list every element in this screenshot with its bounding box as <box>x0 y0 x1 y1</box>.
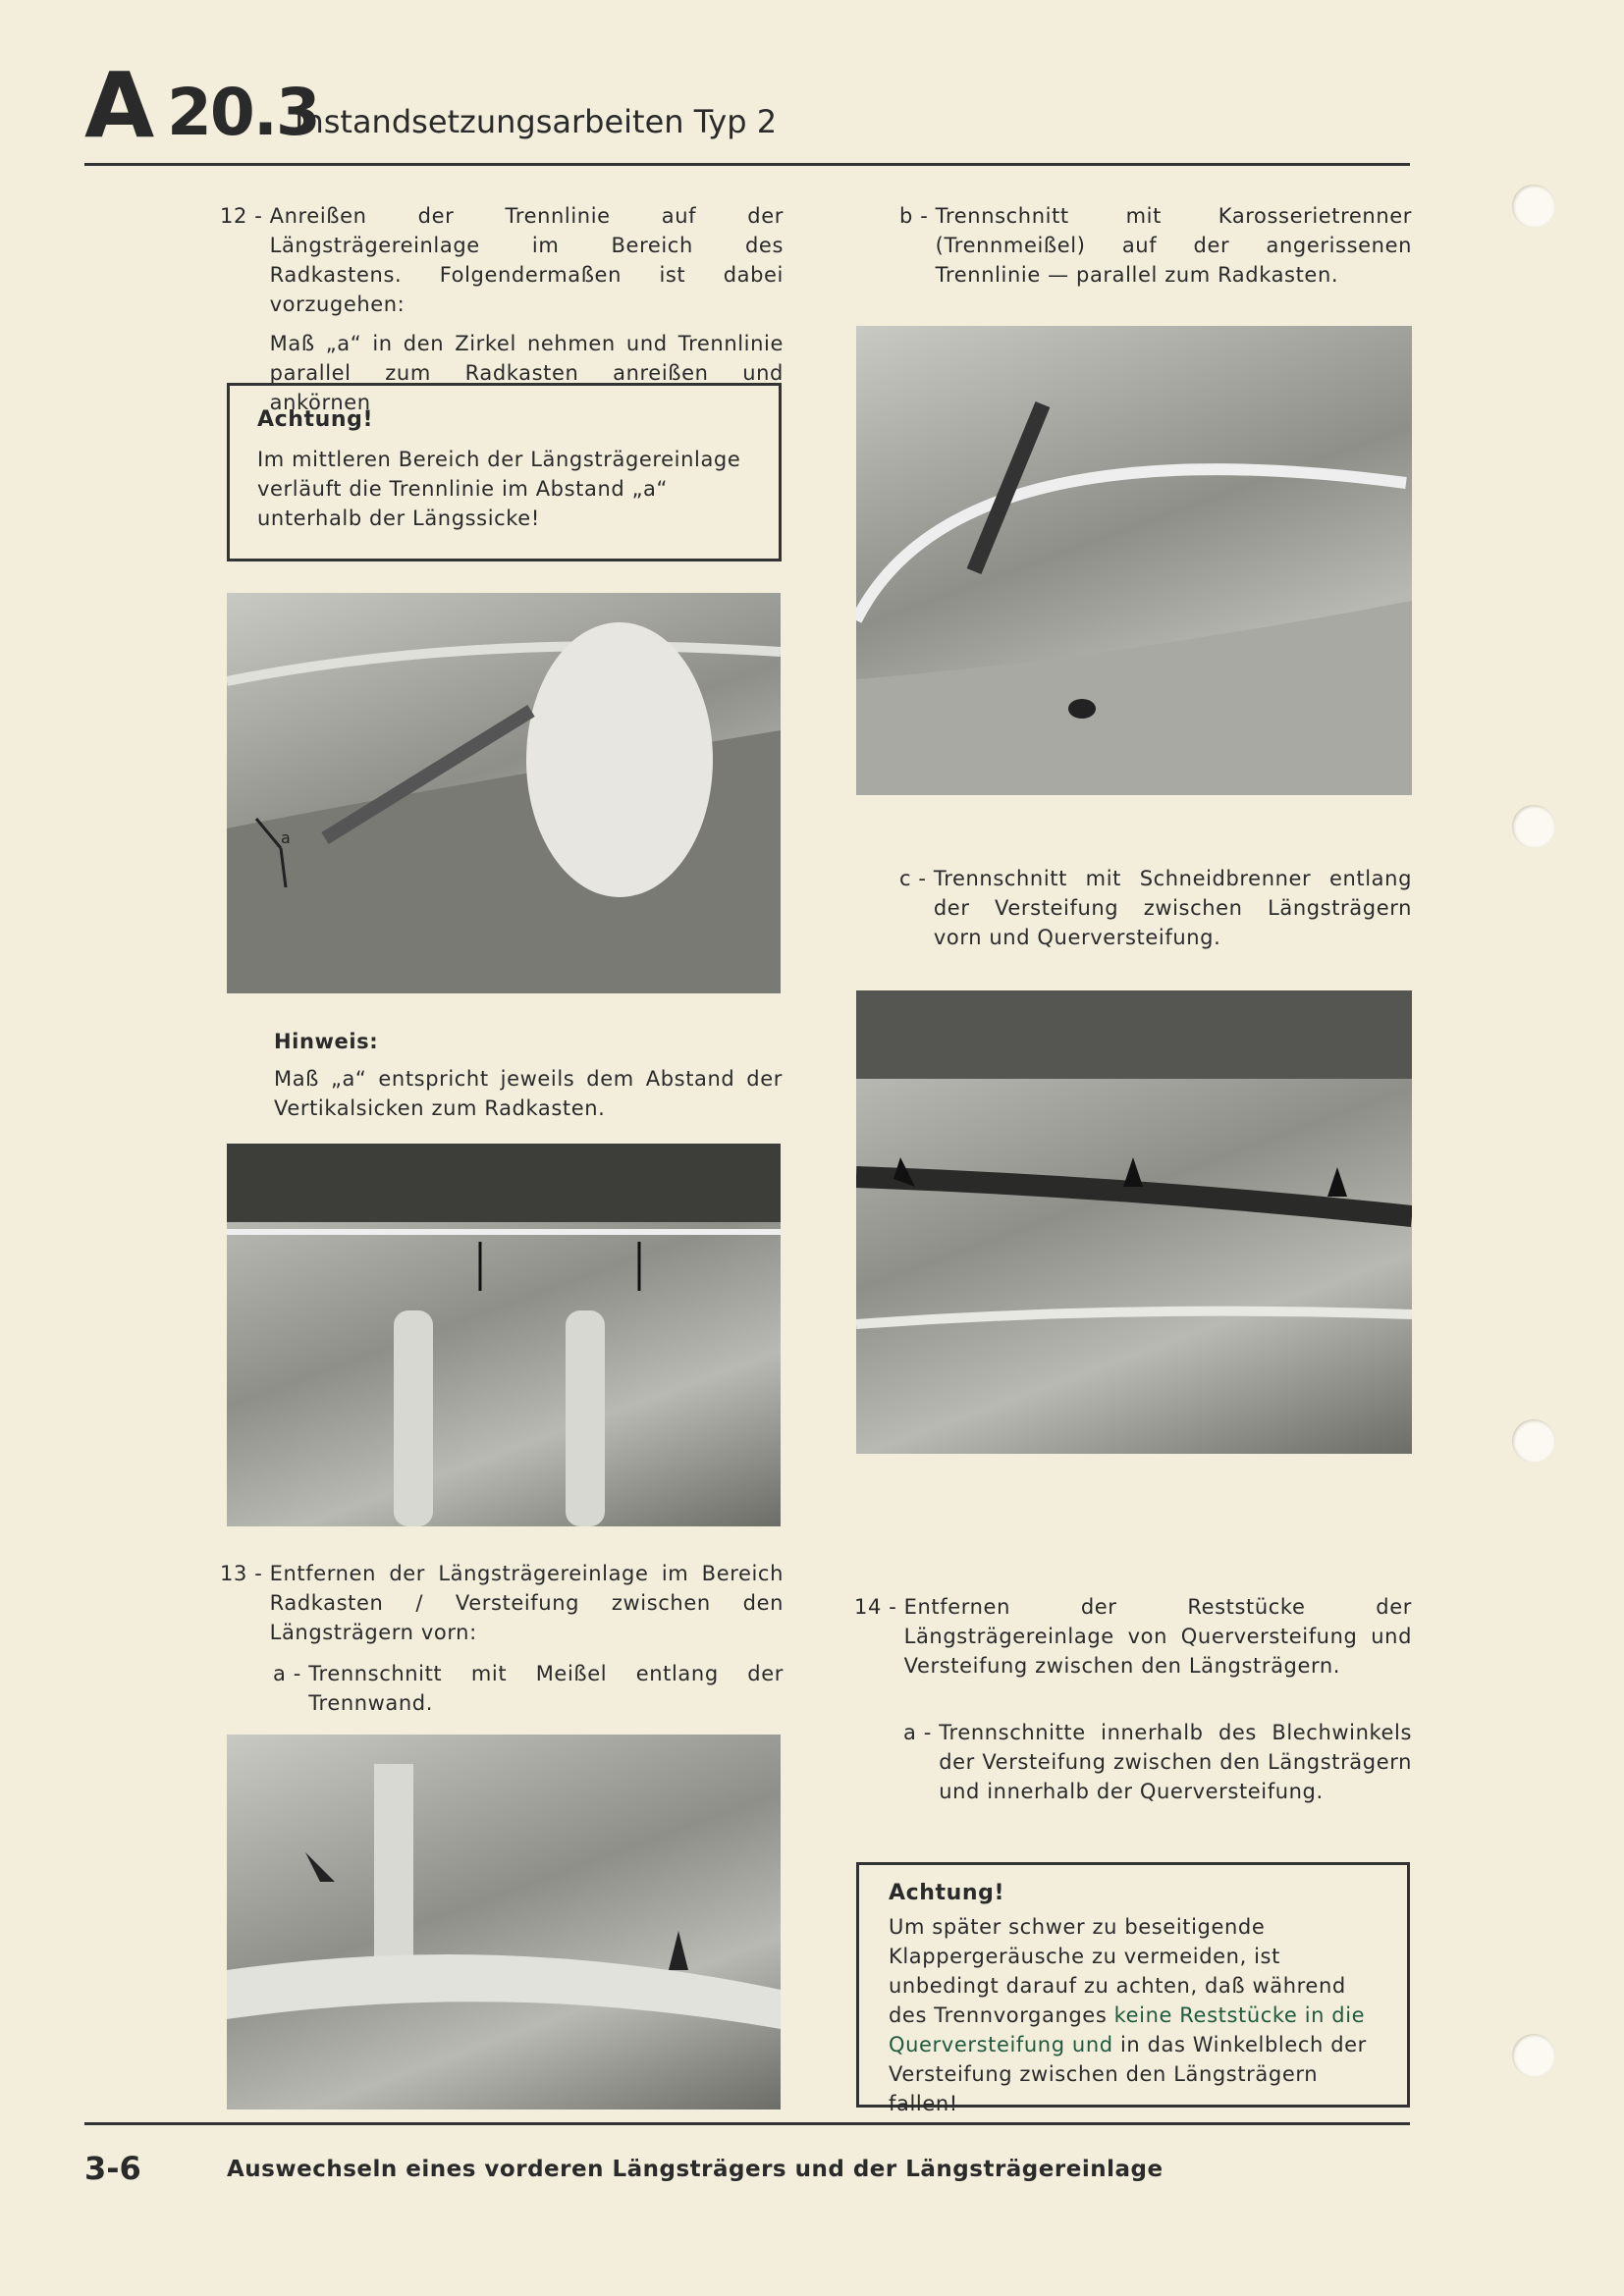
step-subtext: Maß „a“ in den Zirkel nehmen und Trennlinie parallel zum Radkasten anreißen und ankörnen <box>269 332 784 414</box>
step-number: 12 - <box>220 204 270 228</box>
section-number: 20.3 <box>167 75 319 150</box>
step-letter: c - <box>899 867 934 890</box>
step-c <box>899 864 1412 952</box>
punch-hole <box>1512 2034 1555 2077</box>
page-number: 3-6 <box>84 2150 141 2187</box>
step-text: Trennschnitt mit Karosserietrenner (Trennmeißel) auf der angerissenen Trennlinie — parallel zum Radkasten. <box>935 204 1412 287</box>
punch-hole <box>1512 185 1555 228</box>
header-divider <box>84 163 1410 166</box>
dimension-label: a <box>281 828 291 847</box>
warning-text: Im mittleren Bereich der Längsträgereinlage verläuft die Trennlinie im Abstand „a“ unterhalb der Längssicke! <box>257 448 741 530</box>
step-letter: a - <box>903 1721 940 1744</box>
photo-flame-cut <box>856 990 1412 1454</box>
warning-title: Achtung! <box>257 407 374 432</box>
punch-hole <box>1512 805 1555 848</box>
step-number: 13 - <box>220 1562 270 1585</box>
note-text: Maß „a“ entspricht jeweils dem Abstand der Vertikalsicken zum Radkasten. <box>274 1067 783 1120</box>
footer-divider <box>84 2122 1410 2125</box>
warning-text: Um später schwer zu beseitigende Klappergeräusche zu vermeiden, ist unbedingt darauf zu achten, daß während des Trennvorganges <box>889 1915 1346 2027</box>
step-14a <box>903 1718 1412 1806</box>
step-text: Trennschnitte innerhalb des Blechwinkels der Versteifung zwischen den Längsträgern und innerhalb der Querversteifung. <box>939 1721 1412 1803</box>
warning-text-end: in das Winkelblech der Versteifung zwischen den Längsträgern fallen! <box>889 2033 1367 2115</box>
photo-scribing-trennlinie <box>227 593 781 993</box>
warning-title: Achtung! <box>889 1881 1005 1905</box>
photo-body-cutter <box>856 326 1412 795</box>
step-13a <box>273 1659 784 1718</box>
step-b <box>899 201 1412 290</box>
note-title: Hinweis: <box>274 1030 379 1053</box>
step-text: Entfernen der Reststücke der Längsträgereinlage von Querversteifung und Versteifung zwischen den Längsträgern. <box>903 1595 1412 1678</box>
step-text: Trennschnitt mit Meißel entlang der Trennwand. <box>308 1662 784 1715</box>
step-13 <box>220 1559 784 1647</box>
step-letter: a - <box>273 1662 309 1685</box>
warning-text-highlight: keine Reststücke in die Querversteifung und <box>889 2003 1366 2056</box>
note-block <box>274 1027 783 1123</box>
photo-chisel-cut <box>227 1735 781 2109</box>
step-number: 14 - <box>854 1595 904 1619</box>
step-text: Anreißen der Trennlinie auf der Längsträgereinlage im Bereich des Radkastens. Folgendermaßen ist dabei vorzugehen: <box>269 204 784 316</box>
step-14 <box>854 1592 1412 1681</box>
section-letter: A <box>84 53 151 158</box>
step-text: Trennschnitt mit Schneidbrenner entlang der Versteifung zwischen Längsträgern vorn und Querversteifung. <box>933 867 1412 949</box>
punch-hole <box>1512 1419 1555 1463</box>
step-text: Entfernen der Längsträgereinlage im Bereich Radkasten / Versteifung zwischen den Längsträgern vorn: <box>269 1562 784 1644</box>
photo-vertical-beads <box>227 1144 781 1526</box>
warning-box <box>856 1862 1410 2115</box>
footer-title: Auswechseln eines vorderen Längsträgers und der Längsträgereinlage <box>227 2157 1164 2182</box>
step-letter: b - <box>899 204 936 228</box>
warning-box <box>227 383 782 561</box>
page-title: Instandsetzungsarbeiten Typ 2 <box>295 103 778 140</box>
